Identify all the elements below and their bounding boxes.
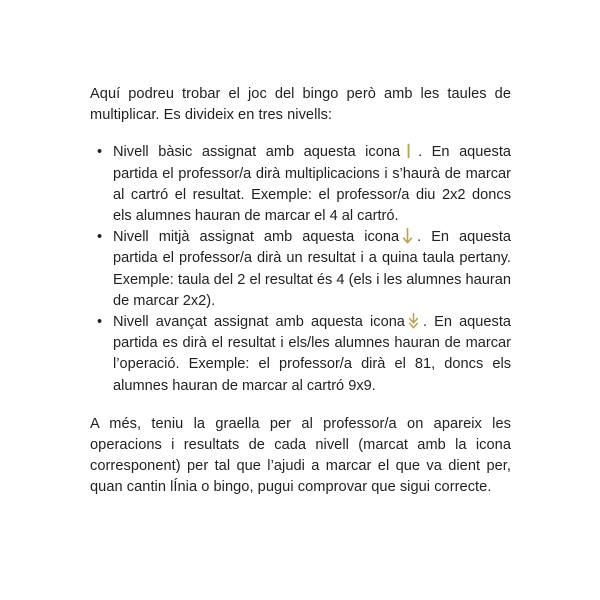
levels-list bbox=[90, 142, 511, 396]
intro-paragraph: Aquí podreu trobar el joc del bingo però amb les taules de multiplicar. Es divideix en tres nivells: bbox=[90, 86, 511, 124]
bullet-marker: • bbox=[97, 144, 103, 161]
bullet-marker: • bbox=[97, 229, 103, 246]
level-medium-text-after: . En aquesta partida el professor/a dirà un resultat i a quina taula pertany. Exemple: taula del 2 el resultat és 4 (els i les alumnes hauran de marcar 2x2). bbox=[113, 229, 511, 309]
level-advanced-double-down-arrow-icon bbox=[407, 313, 420, 329]
list-item-level-basic bbox=[90, 142, 511, 227]
level-advanced-text-after: . En aquesta partida es dirà el resultat i els/les alumnes hauran de marcar l’operació. Exemple: el professor/a dirà el 81, doncs els alumnes hauran de marcar al cartró 9x9. bbox=[113, 314, 512, 394]
bullet-marker: • bbox=[97, 314, 103, 331]
list-item-level-advanced bbox=[90, 312, 511, 397]
document-body bbox=[90, 84, 511, 499]
outro-paragraph: A més, teniu la graella per al professor/a on apareix les operacions i resultats de cada nivell (marcat amb la icona corresponent) per tal que l’ajudi a marcar el que va dient per, quan cantin lÍnia o bingo, pugui comprovar que sigui correcte. bbox=[90, 415, 511, 496]
level-advanced-text-before: Nivell avançat assignat amb aquesta icona bbox=[113, 314, 405, 331]
level-basic-text-before: Nivell bàsic assignat amb aquesta icona bbox=[113, 144, 401, 161]
level-medium-text-before: Nivell mitjà assignat amb aquesta icona bbox=[113, 229, 400, 246]
level-basic-bar-icon bbox=[402, 143, 415, 159]
level-basic-text-after: . En aquesta partida el professor/a dirà multiplicacions i s’haurà de marcar al cartró el resultat. Exemple: el professor/a diu 2x2 doncs els alumnes hauran de marcar el 4 al cartró. bbox=[113, 144, 511, 225]
list-item-level-medium bbox=[90, 227, 511, 312]
level-medium-down-arrow-icon bbox=[401, 228, 414, 244]
